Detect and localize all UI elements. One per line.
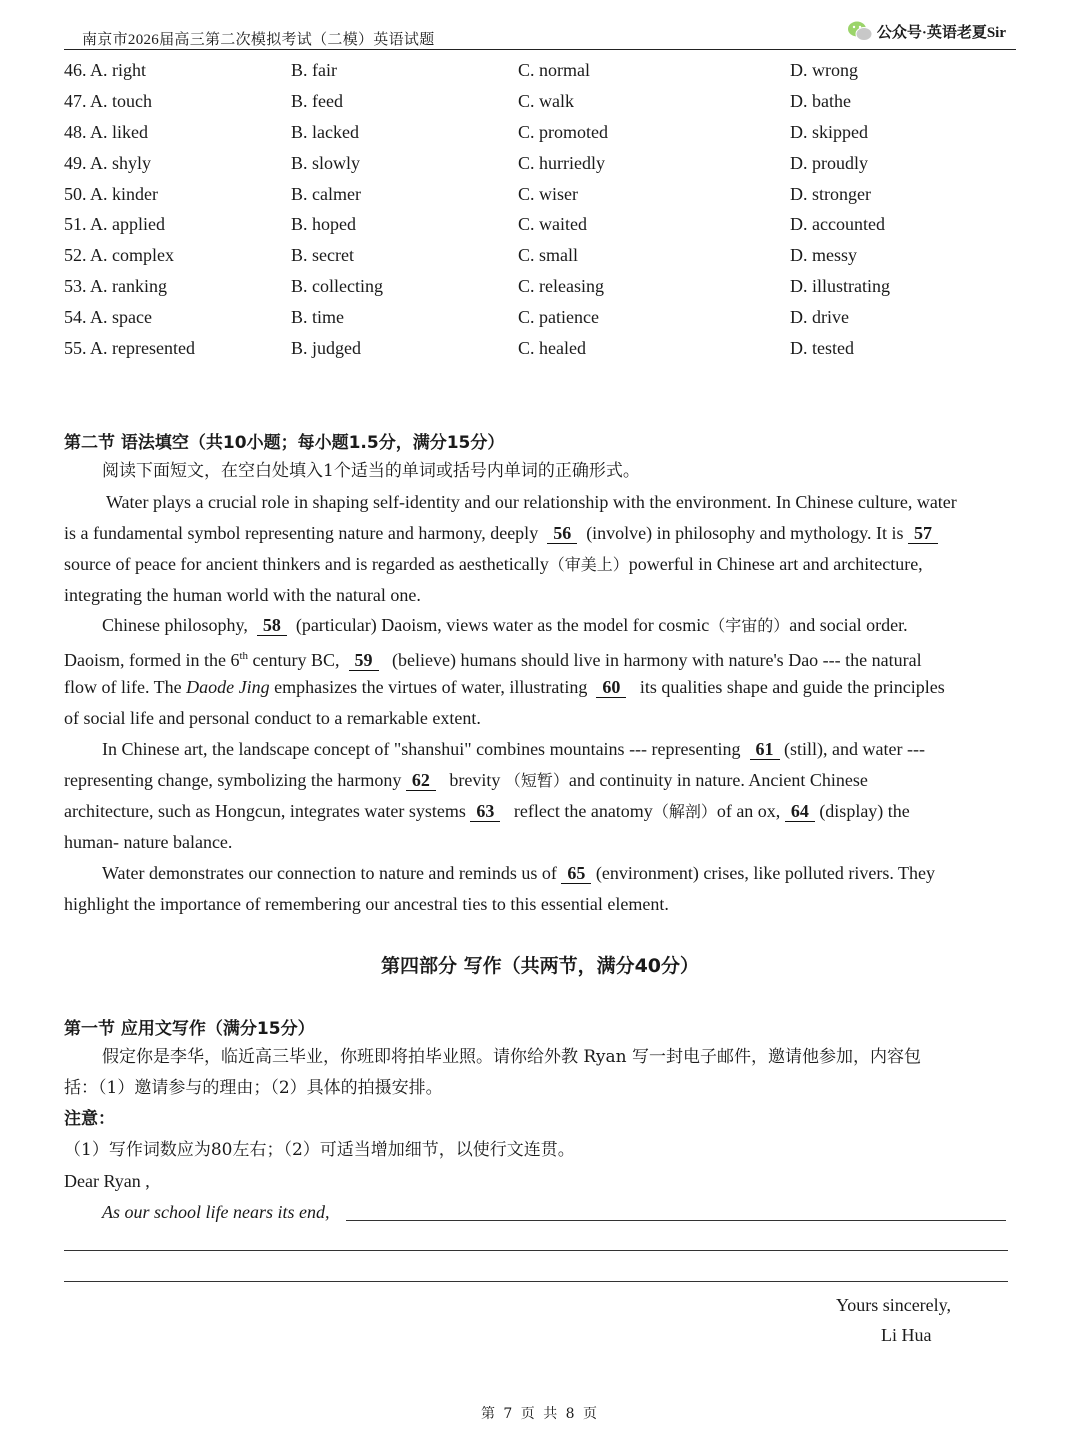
option-a[interactable] — [64, 150, 151, 176]
blank-62[interactable]: 62 — [406, 770, 436, 791]
option-b[interactable] — [291, 335, 361, 361]
option-row — [64, 119, 1016, 150]
writing-line[interactable] — [346, 1220, 1006, 1221]
part4-title: 第四部分 写作（共两节，满分40分） — [380, 955, 700, 977]
question-number: 55. — [64, 338, 87, 359]
option-text: A. space — [90, 307, 152, 328]
passage-line: Chinese philosophy, 58 (particular) Daoism, views water as the model for cosmic（宇宙的）and social order. — [102, 615, 908, 635]
writing-line[interactable] — [64, 1281, 1008, 1282]
option-text: D. proudly — [790, 152, 868, 173]
option-c[interactable] — [518, 242, 578, 268]
option-row — [64, 335, 1016, 366]
option-c[interactable] — [518, 181, 578, 207]
blank-58[interactable]: 58 — [257, 615, 287, 636]
brand-text: 公众号·英语老夏Sir — [876, 24, 1006, 41]
option-c[interactable] — [518, 150, 605, 176]
option-a[interactable] — [64, 273, 167, 299]
question-number: 54. — [64, 307, 87, 328]
option-text: A. applied — [90, 214, 165, 235]
option-text: A. complex — [90, 245, 174, 266]
signature: Li Hua — [881, 1325, 932, 1345]
option-a[interactable] — [64, 88, 152, 114]
option-row — [64, 88, 1016, 119]
option-text: B. time — [291, 307, 344, 328]
blank-64[interactable]: 64 — [785, 801, 815, 822]
writing-section-title: 第一节 应用文写作（满分15分） — [64, 1019, 315, 1039]
option-b[interactable] — [291, 181, 361, 207]
question-number: 48. — [64, 121, 87, 142]
option-d[interactable] — [790, 150, 868, 176]
option-text: D. stronger — [790, 183, 871, 204]
blank-63[interactable]: 63 — [470, 801, 500, 822]
note-label: 注意： — [64, 1109, 115, 1129]
option-text: D. wrong — [790, 60, 858, 80]
options-list — [64, 57, 1016, 366]
option-text: C. small — [518, 245, 579, 266]
salutation: Dear Ryan , — [64, 1171, 150, 1191]
option-text: D. illustrating — [790, 276, 890, 297]
passage-line: In Chinese art, the landscape concept of "shanshui" combines mountains --- representing 61 (still), and water --- — [102, 739, 925, 759]
passage-line: is a fundamental symbol representing nature and harmony, deeply 56 (involve) in philosophy and mythology. It is 57 — [64, 521, 938, 545]
option-c[interactable] — [518, 304, 599, 330]
letter-opening: As our school life nears its end, — [102, 1202, 330, 1222]
option-text: B. slowly — [291, 152, 361, 173]
option-row — [64, 57, 1016, 88]
option-text: B. lacked — [291, 121, 359, 142]
question-number: 53. — [64, 276, 87, 297]
option-row — [64, 211, 1016, 242]
page-header — [64, 26, 1016, 50]
option-text: B. fair — [291, 60, 337, 80]
passage-line: highlight the importance of remembering our ancestral ties to this essential element. — [64, 894, 669, 914]
option-text: A. right — [90, 60, 147, 80]
option-text: A. touch — [90, 90, 153, 111]
writing-prompt-line2: 括：（1）邀请参与的理由；（2）具体的拍摄安排。 — [64, 1078, 443, 1098]
option-d[interactable] — [790, 57, 858, 83]
blank-57[interactable]: 57 — [908, 523, 938, 544]
option-text: C. walk — [518, 90, 574, 111]
brand-label — [847, 20, 1006, 42]
option-row — [64, 242, 1016, 273]
passage-line: flow of life. The Daode Jing emphasizes the virtues of water, illustrating 60 its qualities shape and guide the principles — [64, 677, 945, 697]
question-number: 50. — [64, 183, 87, 204]
option-text: D. skipped — [790, 121, 868, 142]
closing: Yours sincerely, — [836, 1295, 951, 1315]
option-a[interactable] — [64, 304, 152, 330]
option-d[interactable] — [790, 181, 871, 207]
option-b[interactable] — [291, 88, 343, 114]
option-b[interactable] — [291, 242, 354, 268]
option-text: C. waited — [518, 214, 587, 235]
option-row — [64, 304, 1016, 335]
passage-line: human- nature balance. — [64, 832, 233, 852]
blank-56[interactable]: 56 — [547, 523, 577, 544]
option-b[interactable] — [291, 119, 359, 145]
option-text: C. promoted — [518, 121, 608, 142]
option-d[interactable] — [790, 211, 885, 237]
option-text: A. liked — [90, 121, 149, 142]
blank-65[interactable]: 65 — [561, 863, 591, 884]
option-a[interactable] — [64, 181, 158, 207]
passage-line: Water plays a crucial role in shaping self-identity and our relationship with the environment. In Chinese culture, water — [106, 492, 957, 512]
option-text: B. hoped — [291, 214, 356, 235]
option-c[interactable] — [518, 273, 604, 299]
option-text: C. wiser — [518, 183, 578, 204]
question-number: 47. — [64, 90, 87, 111]
option-d[interactable] — [790, 335, 854, 361]
option-d[interactable] — [790, 273, 890, 299]
note-text: （1）写作词数应为80左右；（2）可适当增加细节，以使行文连贯。 — [64, 1140, 575, 1160]
exam-title: 南京市2026届高三第二次模拟考试（二模）英语试题 — [82, 32, 435, 48]
option-text: A. shyly — [90, 152, 152, 173]
passage-line: architecture, such as Hongcun, integrates water systems 63 reflect the anatomy（解剖）of an ox, 64 (display) the — [64, 801, 910, 821]
option-c[interactable] — [518, 119, 608, 145]
option-c[interactable] — [518, 211, 587, 237]
option-c[interactable] — [518, 335, 586, 361]
passage-line: source of peace for ancient thinkers and is regarded as aesthetically（审美上）powerful in Chinese art and architecture, — [64, 554, 923, 574]
option-text: A. kinder — [90, 183, 158, 204]
passage-line: of social life and personal conduct to a remarkable extent. — [64, 708, 481, 728]
option-text: C. patience — [518, 307, 599, 328]
option-text: A. ranking — [90, 276, 167, 297]
option-a[interactable] — [64, 211, 165, 237]
option-text: B. judged — [291, 338, 361, 359]
blank-61[interactable]: 61 — [750, 739, 780, 760]
option-row — [64, 273, 1016, 304]
option-text: C. healed — [518, 338, 586, 359]
writing-prompt-line1: 假定你是李华，临近高三毕业，你班即将拍毕业照。请你给外教 Ryan 写一封电子邮件，邀请他参加，内容包 — [102, 1047, 921, 1067]
question-number: 52. — [64, 245, 87, 266]
blank-60[interactable]: 60 — [596, 677, 626, 698]
option-text: B. calmer — [291, 183, 361, 204]
option-text: B. collecting — [291, 276, 383, 297]
question-number: 49. — [64, 152, 87, 173]
option-b[interactable] — [291, 150, 360, 176]
passage-line: representing change, symbolizing the harmony 62 brevity （短暂）and continuity in nature. Ancient Chinese — [64, 770, 868, 790]
option-text: B. secret — [291, 245, 354, 266]
question-number: 51. — [64, 214, 87, 235]
option-a[interactable] — [64, 57, 146, 83]
option-c[interactable] — [518, 88, 574, 114]
option-text: B. feed — [291, 90, 343, 111]
option-b[interactable] — [291, 211, 356, 237]
option-d[interactable] — [790, 242, 857, 268]
wechat-icon — [847, 20, 873, 42]
option-a[interactable] — [64, 119, 148, 145]
option-text: C. releasing — [518, 276, 604, 297]
grammar-section-title: 第二节 语法填空（共10小题；每小题1.5分，满分15分） — [64, 433, 505, 453]
question-number: 46. — [64, 60, 87, 80]
option-row — [64, 150, 1016, 181]
option-text: A. represented — [90, 338, 195, 359]
option-d[interactable] — [790, 119, 868, 145]
page-footer: 第 7 页 共 8 页 — [480, 1406, 600, 1422]
option-text: C. normal — [518, 60, 590, 80]
option-d[interactable] — [790, 304, 849, 330]
writing-line[interactable] — [64, 1250, 1008, 1251]
option-b[interactable] — [291, 273, 383, 299]
grammar-instruction: 阅读下面短文，在空白处填入1个适当的单词或括号内单词的正确形式。 — [102, 461, 640, 481]
option-text: D. bathe — [790, 90, 851, 111]
passage-line: Water demonstrates our connection to nature and reminds us of 65 (environment) crises, like polluted rivers. They — [102, 863, 935, 883]
option-text: D. messy — [790, 245, 857, 266]
option-d[interactable] — [790, 88, 851, 114]
passage-line: Daoism, formed in the 6th century BC, 59 (believe) humans should live in harmony with nature's Dao --- the natural — [64, 650, 922, 670]
option-c[interactable] — [518, 57, 590, 83]
passage-line: integrating the human world with the natural one. — [64, 585, 421, 605]
option-text: D. tested — [790, 338, 854, 359]
option-b[interactable] — [291, 57, 337, 83]
option-text: D. accounted — [790, 214, 885, 235]
option-b[interactable] — [291, 304, 344, 330]
option-row — [64, 181, 1016, 212]
option-a[interactable] — [64, 242, 174, 268]
option-text: D. drive — [790, 307, 849, 328]
option-a[interactable] — [64, 335, 195, 361]
option-text: C. hurriedly — [518, 152, 605, 173]
blank-59[interactable]: 59 — [349, 650, 379, 671]
